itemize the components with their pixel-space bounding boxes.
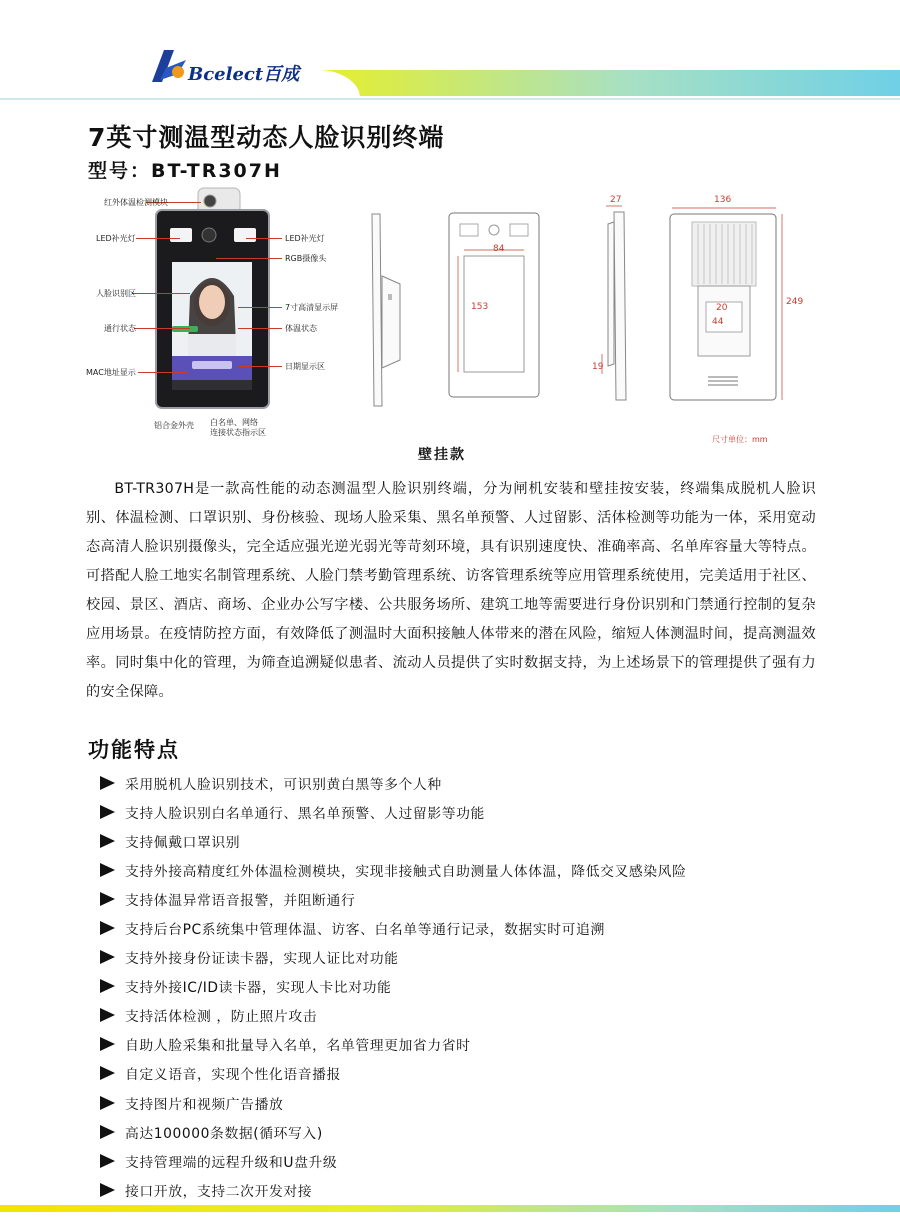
brand-logo — [148, 44, 323, 92]
feature-item — [98, 826, 878, 855]
feature-text: 支持后台PC系统集中管理体温、访客、白名单等通行记录，数据实时可追溯 — [125, 922, 605, 939]
feature-item — [98, 884, 878, 913]
feature-text: 采用脱机人脸识别技术，可识别黄白黑等多个人种 — [125, 776, 442, 793]
feature-text: 支持外接IC/ID读卡器，实现人卡比对功能 — [125, 980, 392, 997]
feature-item — [98, 1088, 878, 1117]
product-description: BT-TR307H是一款高性能的动态测温型人脸识别终端，分为闸机安装和壁挂按安装，终端集成脱机人脸识别、体温检测、口罩识别、身份核验、现场人脸采集、黑名单预警、人过留影、活体检测等功能为一体，采用宽动态高清人脸识别摄像头，完全适应强光逆光弱光等苛刻环境，具有识别速度快、准确率高、名单库容量大等特点。可搭配人脸工地实名制管理系统、人脸门禁考勤管理系统、访客管理系统等应用管理系统使用，完美适用于社区、校园、景区、酒店、商场、企业办公写字楼、公共服务场所、建筑工地等需要进行身份识别和门禁通行控制的复杂应用场景。在疫情防控方面，有效降低了测温时大面积接触人体带来的潜在风险，缩短人体测温时间，提高测温效率。同时集中化的管理，为筛查追溯疑似患者、流动人员提供了实时数据支持，为上述场景下的管理提供了强有力的安全保障。 — [86, 481, 816, 700]
leader-line — [216, 258, 282, 259]
leader-line — [238, 307, 282, 308]
arrow-icon — [100, 1125, 115, 1139]
feature-item — [98, 972, 878, 1001]
leader-line — [238, 328, 282, 329]
feature-item — [98, 855, 878, 884]
arrow-icon — [100, 776, 115, 790]
device-side-outline — [586, 204, 636, 404]
dim-side-depth: 27 — [610, 195, 622, 205]
arrow-icon — [100, 892, 115, 906]
callout-led-right: LED补光灯 — [285, 234, 325, 243]
dim-side-bottom: 19 — [592, 362, 604, 372]
unit-note: 尺寸单位：mm — [712, 435, 768, 444]
feature-text: 支持人脸识别白名单通行、黑名单预警、人过留影等功能 — [125, 805, 485, 822]
callout-face-area: 人脸识别区 — [96, 289, 136, 298]
feature-item — [98, 1059, 878, 1088]
callout-ir-module: 红外体温检测模块 — [104, 198, 168, 207]
arrow-icon — [100, 834, 115, 848]
callout-rgb-camera: RGB摄像头 — [285, 254, 327, 263]
header-divider — [0, 98, 900, 100]
leader-line — [138, 372, 188, 373]
arrow-icon — [100, 863, 115, 877]
leader-line — [246, 238, 282, 239]
arrow-icon — [100, 979, 115, 993]
callout-housing: 铝合金外壳 — [154, 421, 194, 430]
callout-temp-status: 体温状态 — [285, 324, 317, 333]
arrow-icon — [100, 950, 115, 964]
feature-text: 支持管理端的远程升级和U盘升级 — [125, 1154, 338, 1171]
feature-text: 自助人脸采集和批量导入名单，名单管理更加省力省时 — [125, 1038, 471, 1055]
leader-line — [134, 328, 190, 329]
arrow-icon — [100, 1183, 115, 1197]
dim-back-inner-width: 20 — [716, 303, 728, 313]
dim-back-inner-height: 44 — [712, 317, 724, 327]
arrow-icon — [100, 805, 115, 819]
footer-color-band — [0, 1205, 900, 1212]
leader-line — [136, 238, 180, 239]
feature-item — [98, 1001, 878, 1030]
callout-date: 日期显示区 — [285, 362, 325, 371]
feature-text: 支持活体检测 ，防止照片攻击 — [125, 1009, 318, 1026]
feature-item — [98, 768, 878, 797]
dim-back-height: 249 — [786, 297, 804, 307]
leader-line — [132, 293, 190, 294]
feature-item — [98, 1030, 878, 1059]
feature-text: 自定义语音，实现个性化语音播报 — [125, 1067, 341, 1084]
arrow-icon — [100, 921, 115, 935]
callout-display: 7寸高清显示屏 — [285, 303, 339, 312]
feature-item — [98, 797, 878, 826]
logo-text: Bcelect百成 — [188, 64, 300, 85]
arrow-icon — [100, 1037, 115, 1051]
feature-text: 高达100000条数据(循环写入) — [125, 1125, 323, 1142]
feature-text: 接口开放，支持二次开发对接 — [125, 1183, 313, 1200]
wall-mount-caption: 壁挂款 — [418, 447, 466, 463]
device-side-view — [366, 210, 416, 410]
leader-line — [238, 366, 282, 367]
product-model: 型号：BT-TR307H — [88, 160, 282, 182]
product-diagram — [86, 186, 826, 454]
arrow-icon — [100, 1008, 115, 1022]
feature-item — [98, 1146, 878, 1175]
feature-text: 支持外接高精度红外体温检测模块，实现非接触式自助测量人体体温，降低交叉感染风险 — [125, 863, 687, 880]
feature-text: 支持佩戴口罩识别 — [125, 834, 241, 851]
arrow-icon — [100, 1096, 115, 1110]
feature-text: 支持外接身份证读卡器，实现人证比对功能 — [125, 951, 399, 968]
arrow-icon — [100, 1066, 115, 1080]
callout-status-area: 白名单、网络 连接状态指示区 — [210, 418, 266, 437]
callout-pass-status: 通行状态 — [104, 324, 136, 333]
feature-item — [98, 1175, 878, 1204]
device-front-outline — [446, 210, 542, 400]
feature-text: 支持图片和视频广告播放 — [125, 1096, 284, 1113]
feature-item — [98, 943, 878, 972]
callout-mac: MAC地址显示 — [86, 368, 136, 377]
feature-item — [98, 1117, 878, 1146]
arrow-icon — [100, 1154, 115, 1168]
product-title: 7英寸测温型动态人脸识别终端 — [88, 123, 445, 152]
feature-text: 支持体温异常语音报警，并阻断通行 — [125, 892, 356, 909]
feature-item — [98, 913, 878, 942]
logo-mark-icon — [148, 46, 188, 86]
dim-front-height: 153 — [471, 302, 489, 312]
dim-back-width: 136 — [714, 195, 732, 205]
feature-list — [98, 768, 878, 1204]
device-front-photo — [152, 186, 277, 416]
callout-led-left: LED补光灯 — [96, 234, 136, 243]
dim-front-width: 84 — [493, 244, 505, 254]
features-heading: 功能特点 — [88, 738, 180, 762]
